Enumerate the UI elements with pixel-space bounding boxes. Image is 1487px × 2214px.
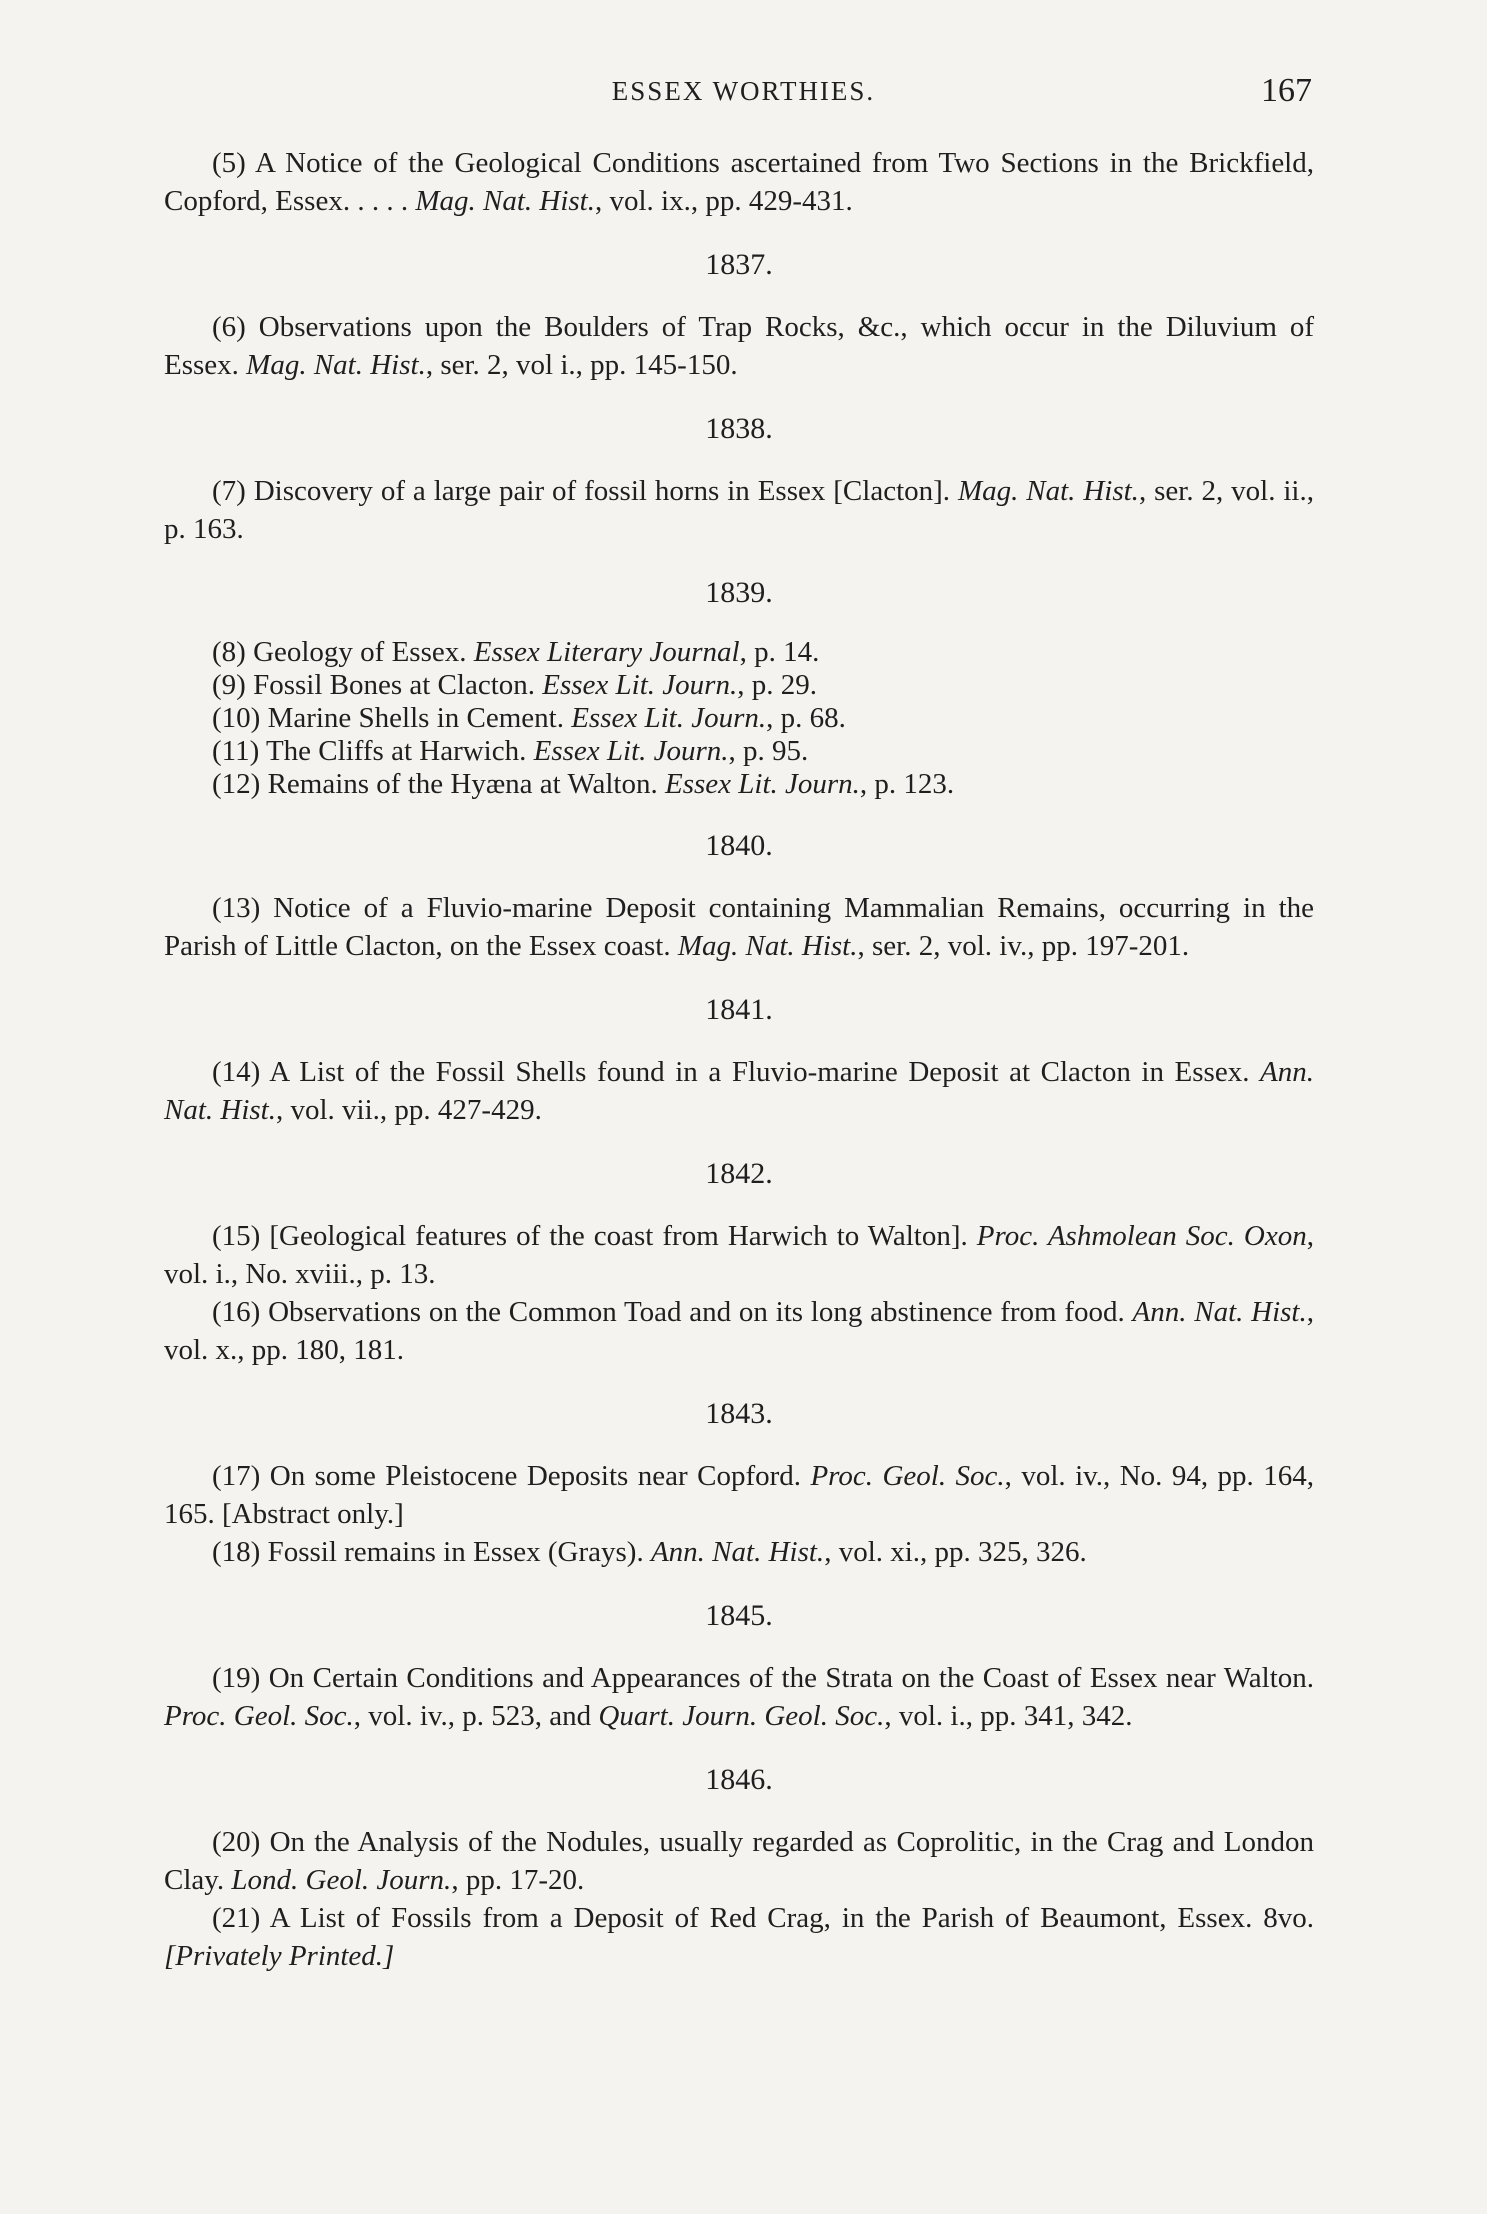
entry-5: (5) A Notice of the Geological Conditions ascertained from Two Sections in the Brickfield, Copford, Essex. . . . . Mag. Nat. Hist., vol. ix., pp. 429-431. (164, 147, 1314, 217)
entry-15: (15) [Geological features of the coast from Harwich to Walton]. Proc. Ashmolean Soc. Oxon, vol. i., No. xviii., p. 13. (164, 1220, 1314, 1290)
year-heading-1846: 1846. (705, 1763, 773, 1796)
year-heading-1843: 1843. (705, 1397, 773, 1430)
bibliography-list (164, 144, 1314, 1975)
entry-19: (19) On Certain Conditions and Appearances of the Strata on the Coast of Essex near Walton. Proc. Geol. Soc., vol. iv., p. 523, and Quart. Journ. Geol. Soc., vol. i., pp. 341, 342. (164, 1662, 1314, 1732)
page-number: 167 (1261, 72, 1312, 109)
page-header (0, 72, 1487, 122)
entry-16: (16) Observations on the Common Toad and on its long abstinence from food. Ann. Nat. Hist., vol. x., pp. 180, 181. (164, 1296, 1314, 1366)
entry-20: (20) On the Analysis of the Nodules, usually regarded as Coprolitic, in the Crag and London Clay. Lond. Geol. Journ., pp. 17-20. (164, 1826, 1314, 1896)
entry-21: (21) A List of Fossils from a Deposit of Red Crag, in the Parish of Beaumont, Essex. 8vo. [Privately Printed.] (164, 1902, 1314, 1972)
entry-12: (12) Remains of the Hyæna at Walton. Essex Lit. Journ., p. 123. (212, 768, 955, 800)
year-heading-1841: 1841. (705, 993, 773, 1026)
year-heading-1842: 1842. (705, 1157, 773, 1190)
entry-10: (10) Marine Shells in Cement. Essex Lit. Journ., p. 68. (212, 702, 846, 734)
entry-18: (18) Fossil remains in Essex (Grays). Ann. Nat. Hist., vol. xi., pp. 325, 326. (212, 1536, 1087, 1568)
year-heading-1837: 1837. (705, 248, 773, 281)
entry-14: (14) A List of the Fossil Shells found in a Fluvio-marine Deposit at Clacton in Essex. Ann. Nat. Hist., vol. vii., pp. 427-429. (164, 1056, 1314, 1126)
entry-6: (6) Observations upon the Boulders of Trap Rocks, &c., which occur in the Diluvium of Essex. Mag. Nat. Hist., ser. 2, vol i., pp. 145-150. (164, 311, 1314, 381)
year-heading-1839: 1839. (705, 576, 773, 609)
entry-7: (7) Discovery of a large pair of fossil horns in Essex [Clacton]. Mag. Nat. Hist., ser. 2, vol. ii., p. 163. (164, 475, 1314, 545)
entry-17: (17) On some Pleistocene Deposits near Copford. Proc. Geol. Soc., vol. iv., No. 94, pp. 164, 165. [Abstract only.] (164, 1460, 1314, 1530)
entry-8: (8) Geology of Essex. Essex Literary Journal, p. 14. (212, 636, 820, 668)
entry-13: (13) Notice of a Fluvio-marine Deposit containing Mammalian Remains, occurring in the Parish of Little Clacton, on the Essex coast. Mag. Nat. Hist., ser. 2, vol. iv., pp. 197-201. (164, 892, 1314, 962)
entry-9: (9) Fossil Bones at Clacton. Essex Lit. Journ., p. 29. (212, 669, 817, 701)
year-heading-1838: 1838. (705, 412, 773, 445)
year-heading-1840: 1840. (705, 829, 773, 862)
year-heading-1845: 1845. (705, 1599, 773, 1632)
running-title: ESSEX WORTHIES. (611, 76, 876, 106)
entry-11: (11) The Cliffs at Harwich. Essex Lit. Journ., p. 95. (212, 735, 809, 767)
